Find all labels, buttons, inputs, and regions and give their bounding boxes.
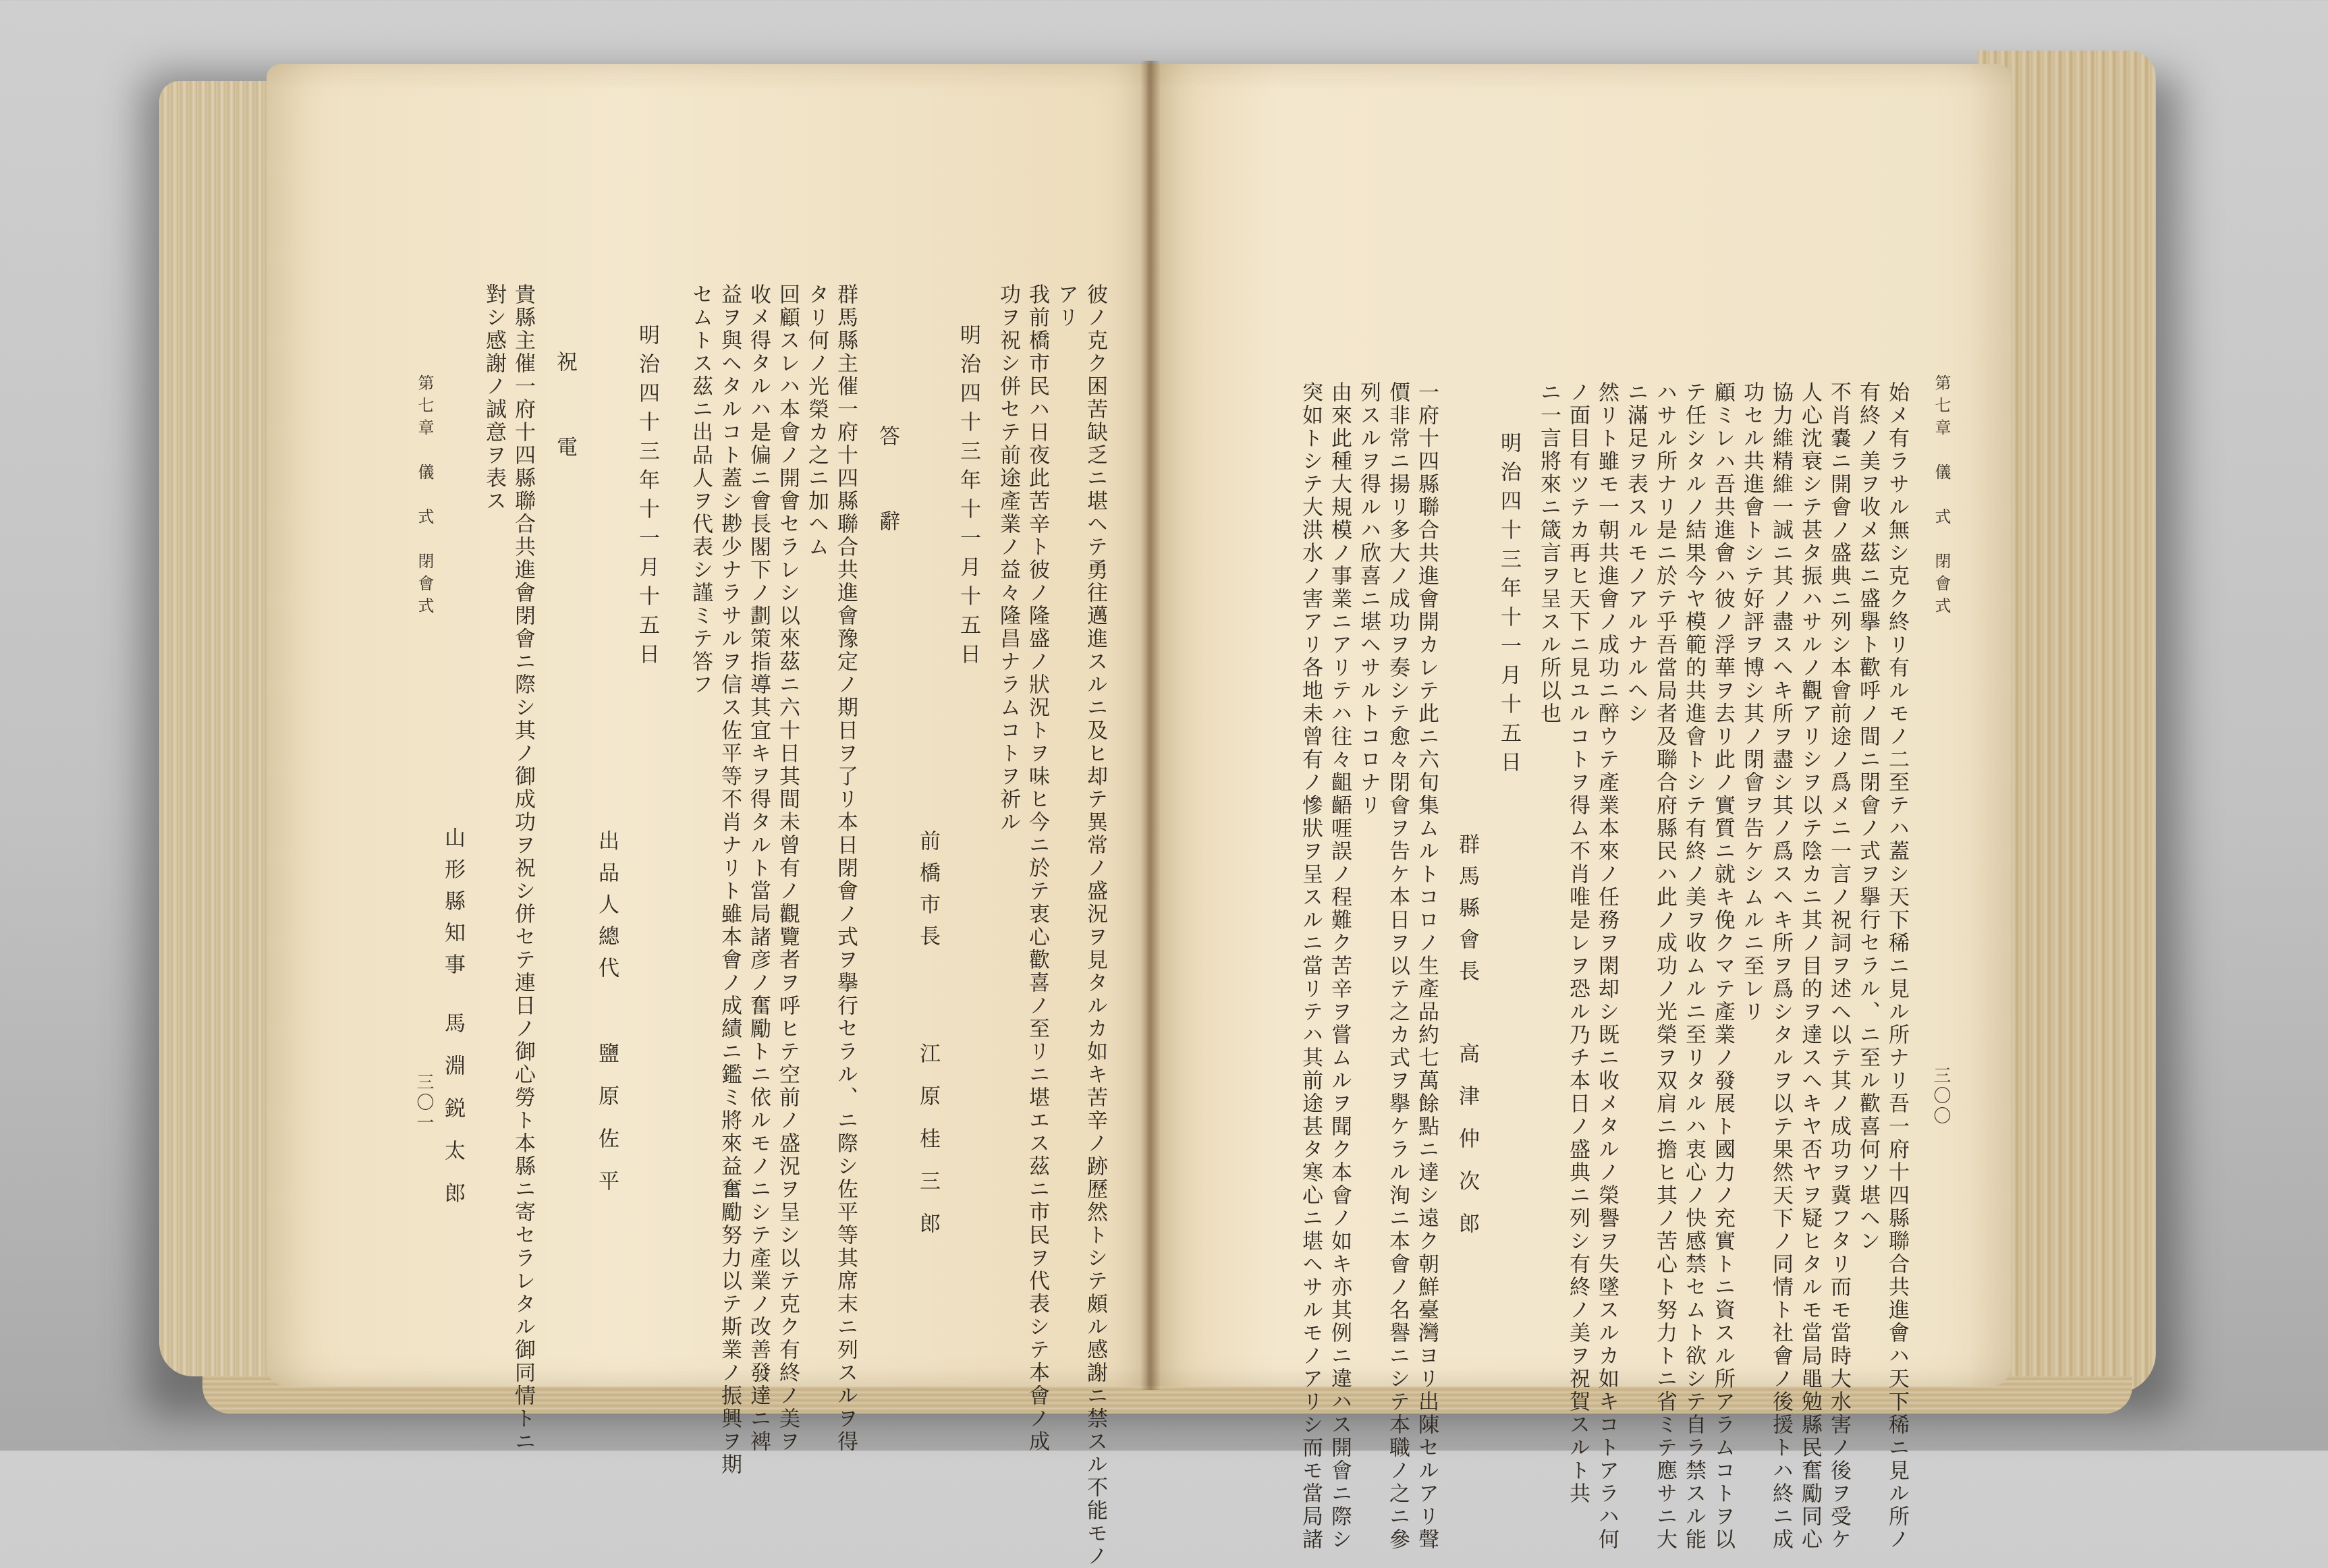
left-signature1-name: 江原桂三郎 <box>916 1042 940 1255</box>
left-col-4: 功ヲ祝シ併セテ前途產業ノ益々隆昌ナラムコトヲ祈ル <box>996 283 1020 834</box>
right-col2-2: 價非常ニ揚リ多大ノ成功ヲ奏シテ愈々閉會ヲ告ケ本日ヲ以テ之カ式ヲ擧ケラル洵ニ本會ノ名譽ニシテ本職ノ之ニ參 <box>1385 381 1410 1551</box>
right-col-5: 協力維精維一誠ニ其ノ盡スヘキ所ヲ盡シ其ノ爲スヘキ所ヲ爲シタルヲ以テ果然天下ノ同情ト社會ノ後援トハ終ニ成 <box>1769 381 1793 1551</box>
right-signature-name: 高津仲次郎 <box>1455 1042 1479 1255</box>
right-col-6: 功セル共進會トシテ好評ヲ博シ其ノ閉會ヲ告ケシムルニ至レリ <box>1740 381 1764 1024</box>
left-running-head: 第七章 儀 式 閉會式 <box>415 374 434 619</box>
right-signature-org: 群馬縣會長 <box>1455 833 1479 992</box>
left-signature1-org: 前橋市長 <box>916 830 940 957</box>
left-col-2: アリ <box>1054 283 1078 329</box>
right-col-10: ニ滿足ヲ表スルモノアルナルヘシ <box>1624 381 1648 725</box>
right-col-9: ハサル所ナリ是ニ於テ乎吾當局者及聯合府縣民ハ此ノ成功ノ光榮ヲ双肩ニ擔ヒ其ノ苦心ト努力トニ省ミテ應サニ大 <box>1653 381 1677 1551</box>
answer-col-4: 收メ得タルハ是偏ニ會長閣下ノ劃策指導其宜キヲ得タルト當局諸彦ノ奮勵トニ依ルモノニシテ產業ノ改善發達ニ裨 <box>746 283 771 1453</box>
left-signature3-name: 馬淵鋭太郎 <box>441 1012 465 1225</box>
right-col-12: ノ面目有ツテカ再ヒ天下ニ見ユルコトヲ得ム不肖唯是レヲ恐ル乃チ本日ノ盛典ニ列シ有終ノ美ヲ祝賀スルト共 <box>1565 381 1590 1505</box>
answer-col-1: 群馬縣主催一府十四縣聯合共進會豫定ノ期日ヲ了リ本日閉會ノ式ヲ擧行セラル、ニ際シ佐平等其席末ニ列スルヲ得 <box>833 283 858 1453</box>
right-col-3: 不肖嚢ニ開會ノ盛典ニ列シ本會前途ノ爲メニ一言ノ祝詞ヲ述ヘ以テ其ノ成功ヲ冀フタリ而モ當時大水害ノ後ヲ受ケ <box>1827 381 1851 1551</box>
left-col-3: 我前橋市民ハ日夜此苦辛ト彼ノ隆盛ノ狀況トヲ味ヒ今ニ於テ衷心歡喜ノ至リニ堪エス茲ニ市民ヲ代表シテ本會ノ成 <box>1025 283 1049 1453</box>
right-col-1: 始メ有ラサル無シ克ク終リ有ルモノ二至テハ蓋シ天下稀ニ見ル所ナリ吾一府十四縣聯合共進會ハ天下稀ニ見ル所ノ <box>1885 381 1909 1551</box>
telegram-col-2: 對シ感謝ノ誠意ヲ表ス <box>482 283 506 513</box>
left-date-1: 明治四十三年十一月十五日 <box>956 324 980 672</box>
left-signature2-name: 鹽原佐平 <box>594 1042 619 1212</box>
right-col-13: ニ一言將來ニ箴言ヲ呈スル所以也 <box>1536 381 1561 725</box>
telegram-col-1: 貴縣主催一府十四縣聯合共進會閉會ニ際シ其ノ御成功ヲ祝シ併セテ連日ノ御心勞ト本縣ニ寄セラレタル御同情トニ <box>511 283 535 1453</box>
answer-heading: 答 辭 <box>875 425 899 553</box>
right-running-head: 第七章 儀 式 閉會式 <box>1932 374 1951 619</box>
right-col-8: テ任シタルノ結果今ヤ模範的共進會トシテ有終ノ美ヲ收ムルニ至リタルハ衷心ノ快感禁セムト欲シテ自ラ禁スル能 <box>1682 381 1706 1551</box>
answer-col-6: セムトス茲ニ出品人ヲ代表シ謹ミテ答フ <box>688 283 713 696</box>
right-col2-5: 突如トシテ大洪水ノ害アリ各地未曾有ノ慘狀ヲ呈スルニ當リテハ其前途甚タ寒心ニ堪ヘサルモノアリシ而モ當局諸 <box>1298 381 1323 1551</box>
right-date: 明治四十三年十一月十五日 <box>1497 432 1521 780</box>
left-page-number: 三〇一 <box>414 1073 434 1133</box>
right-col-11: 然リト雖モ一朝共進會ノ成功ニ醉ウテ產業本來ノ任務ヲ閑却シ既ニ收メタルノ榮譽ヲ失墜スルカ如キコトアラハ何 <box>1595 381 1619 1551</box>
right-col2-4: 由來此種大規模ノ事業ニアリテハ往々齟齬啀誤ノ程難ク苦辛ヲ嘗ムルヲ聞ク本會ノ如キ亦其例ニ違ハス開會ニ際シ <box>1327 381 1352 1551</box>
left-col-1: 彼ノ克ク困苦缺乏ニ堪ヘテ勇往邁進スルニ及ヒ却テ異常ノ盛況ヲ見タルカ如キ苦辛ノ跡歷然トシテ頗ル感謝ニ禁スル不能モノ <box>1083 283 1107 1568</box>
right-col-4: 人心沈衰シテ甚タ振ハサルノ觀アリシヲ以テ陰カニ其ノ目的ヲ達スヘキヤ否ヤヲ疑ヒタルモ當局黽勉縣民奮勵同心 <box>1798 381 1822 1551</box>
answer-col-2: タリ何ノ光榮カ之ニ加ヘム <box>804 283 829 559</box>
left-signature3-org: 山形縣知事 <box>441 827 465 985</box>
answer-col-3: 回顧スレハ本會ノ開會セラレシ以來茲ニ六十日其間未曾有ノ觀覽者ヲ呼ヒテ空前ノ盛況ヲ呈シ以テ克ク有終ノ美ヲ <box>775 283 800 1453</box>
book-gutter <box>1140 61 1161 1390</box>
right-col-2: 有終ノ美ヲ收メ茲ニ盛擧ト歡呼ノ間ニ閉會ノ式ヲ擧行セラル、ニ至ル歡喜何ソ堪ヘン <box>1856 381 1880 1253</box>
right-col2-3: 列スルヲ得ルハ欣喜ニ堪ヘサルトコロナリ <box>1356 381 1381 817</box>
left-signature2-org: 出品人總代 <box>594 830 619 988</box>
telegram-heading: 祝 電 <box>553 351 577 478</box>
right-col-7: 顧ミレハ吾共進會ハ彼ノ浮華ヲ去リ此ノ實質ニ就キ俛クマテ產業ノ發展ト國力ノ充實トニ資スル所アラムコトヲ以 <box>1711 381 1735 1551</box>
left-page <box>267 64 1157 1387</box>
answer-col-5: 益ヲ與ヘタルコト蓋シ尠少ナラサルヲ信ス佐平等不肖ナリト雖本會ノ成績ニ鑑ミ將來益奮勵努力以テ斯業ノ振興ヲ期 <box>717 283 742 1476</box>
right-col2-1: 一府十四縣聯合共進會開カレテ此ニ六旬集ムルトコロノ生產品約七萬餘點ニ達シ遠ク朝鮮臺灣ヨリ出陳セルアリ聲 <box>1414 381 1439 1551</box>
left-date-2: 明治四十三年十一月十五日 <box>635 324 659 672</box>
right-page-number: 三〇〇 <box>1931 1066 1951 1127</box>
